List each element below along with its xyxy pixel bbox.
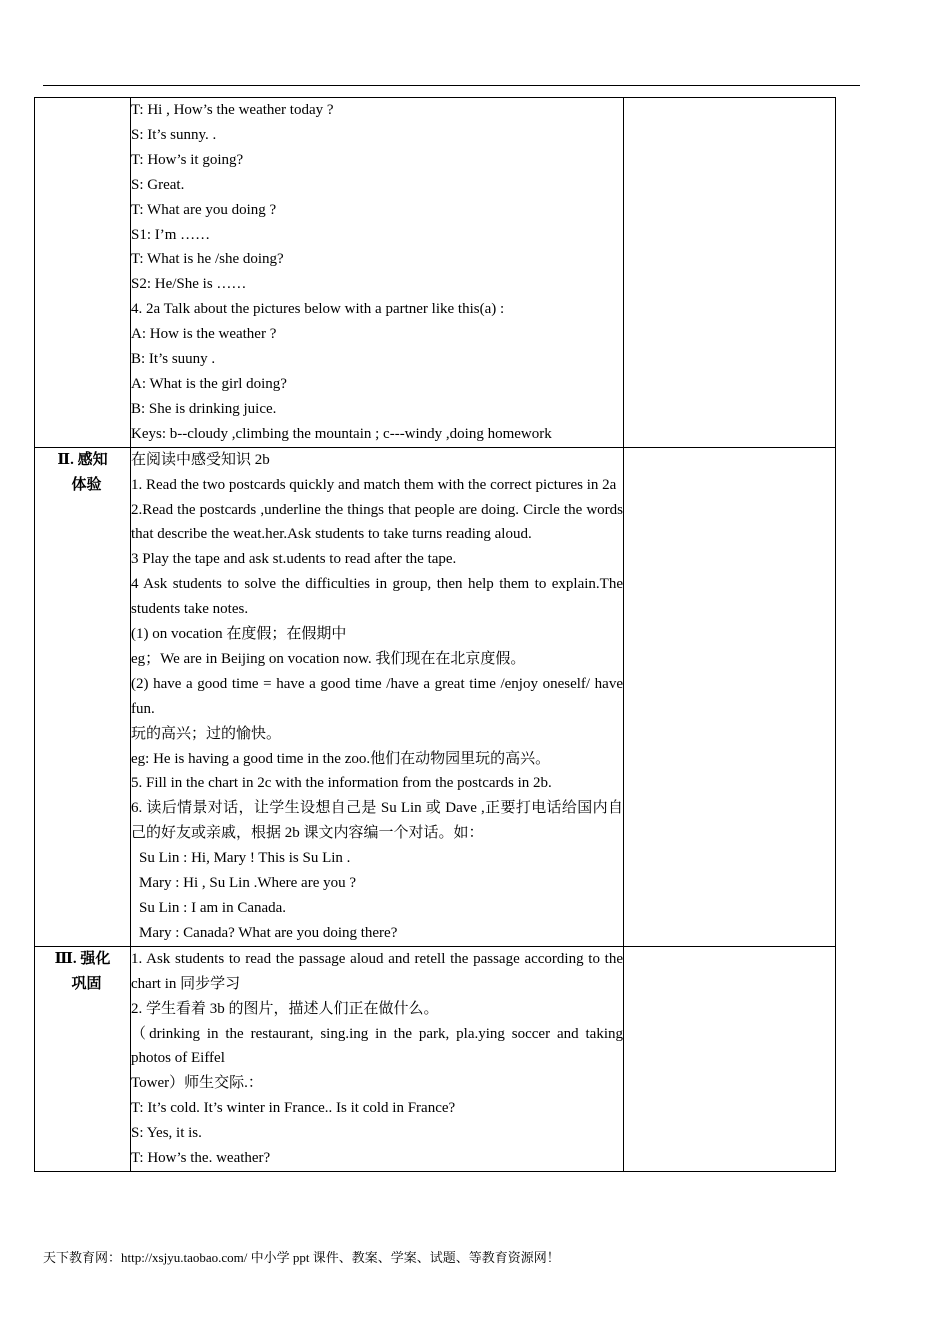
dialogue-line: Mary : Hi , Su Lin .Where are you ? xyxy=(139,875,357,892)
text-line: S: Yes, it is. xyxy=(131,1125,202,1142)
text-line: 2. 学生看着 3b 的图片，描述人们正在做什么。 xyxy=(131,1000,439,1017)
content-cell xyxy=(131,98,624,448)
content-cell xyxy=(131,447,624,946)
text-line: T: What are you doing ? xyxy=(131,201,277,218)
table-row xyxy=(35,447,836,946)
dialogue-line: Su Lin : I am in Canada. xyxy=(139,900,287,916)
text-line: B: She is drinking juice. xyxy=(131,400,277,417)
notes-cell xyxy=(624,98,836,448)
header-rule xyxy=(43,85,860,86)
text-paragraph: 1. Read the two postcards quickly and match them with the correct pictures in 2a xyxy=(131,476,617,493)
text-line: 在阅读中感受知识 2b xyxy=(131,451,270,468)
stage-label: Ⅲ. 强化 xyxy=(54,950,111,967)
text-line: B: It’s suuny . xyxy=(131,351,216,368)
text-paragraph: 2.Read the postcards ,underline the things that people are doing. Circle the words that describe the weat.her.Ask students to take turns reading aloud. xyxy=(131,501,623,543)
stage-cell xyxy=(35,447,131,946)
stage-cell xyxy=(35,946,131,1171)
text-line: T: How’s it going? xyxy=(131,151,244,168)
text-line: Tower）师生交际.： xyxy=(131,1075,263,1092)
text-paragraph: 4 Ask students to solve the difficulties in group, then help them to explain.The students take notes. xyxy=(131,576,623,618)
text-line: A: How is the weather ? xyxy=(131,326,277,343)
text-line: A: What is the girl doing? xyxy=(131,375,287,392)
notes-cell xyxy=(624,447,836,946)
text-line: S1: I’m …… xyxy=(131,226,211,243)
table-row xyxy=(35,98,836,448)
text-line: 玩的高兴；过的愉快。 xyxy=(131,725,282,742)
stage-label: 巩固 xyxy=(71,975,102,992)
text-line: T: How’s the. weather? xyxy=(131,1150,271,1167)
text-paragraph: （drinking in the restaurant, sing.ing in the park, pla.ying soccer and taking photos of Eiffel xyxy=(131,1025,623,1067)
stage-label: Ⅱ. 感知 xyxy=(57,451,108,468)
text-line: 4. 2a Talk about the pictures below with a partner like this(a) : xyxy=(131,301,505,318)
text-line: S2: He/She is …… xyxy=(131,276,247,293)
content-cell xyxy=(131,946,624,1171)
stage-cell xyxy=(35,98,131,448)
text-line: eg；We are in Beijing on vocation now. 我们现在在北京度假。 xyxy=(131,650,526,667)
text-paragraph: (2) have a good time = have a good time /have a great time /enjoy oneself/ have fun. xyxy=(131,675,623,717)
text-line: S: It’s sunny. . xyxy=(131,126,217,143)
text-line: eg: He is having a good time in the zoo.他们在动物园里玩的高兴。 xyxy=(131,750,551,767)
text-line: S: Great. xyxy=(131,176,185,193)
dialogue-line: Su Lin : Hi, Mary ! This is Su Lin . xyxy=(139,850,351,867)
table-row xyxy=(35,946,836,1171)
text-line: Keys: b--cloudy ,climbing the mountain ; c---windy ,doing homework xyxy=(131,425,552,442)
text-paragraph: 6. 读后情景对话，让学生设想自己是 Su Lin 或 Dave ,正要打电话给国内自己的好友或亲戚，根据 2b 课文内容编一个对话。如： xyxy=(131,800,623,842)
text-line: T: What is he /she doing? xyxy=(131,251,284,268)
notes-cell xyxy=(624,946,836,1171)
page-footer: 天下教育网：http://xsjyu.taobao.com/ 中小学 ppt 课件、教案、学案、试题、等教育资源网！ xyxy=(43,1250,560,1265)
text-line: T: Hi , How’s the weather today ? xyxy=(131,102,334,118)
text-line: 5. Fill in the chart in 2c with the information from the postcards in 2b. xyxy=(131,775,552,792)
text-line: (1) on vocation 在度假；在假期中 xyxy=(131,626,347,643)
text-line: T: It’s cold. It’s winter in France.. Is it cold in France? xyxy=(131,1100,456,1117)
text-paragraph: 1. Ask students to read the passage aloud and retell the passage according to the chart in 同步学习 xyxy=(131,950,623,992)
lesson-plan-table xyxy=(34,97,836,1172)
dialogue-line: Mary : Canada? What are you doing there? xyxy=(139,924,398,941)
text-line: 3 Play the tape and ask st.udents to read after the tape. xyxy=(131,551,457,568)
stage-label: 体验 xyxy=(71,476,102,493)
